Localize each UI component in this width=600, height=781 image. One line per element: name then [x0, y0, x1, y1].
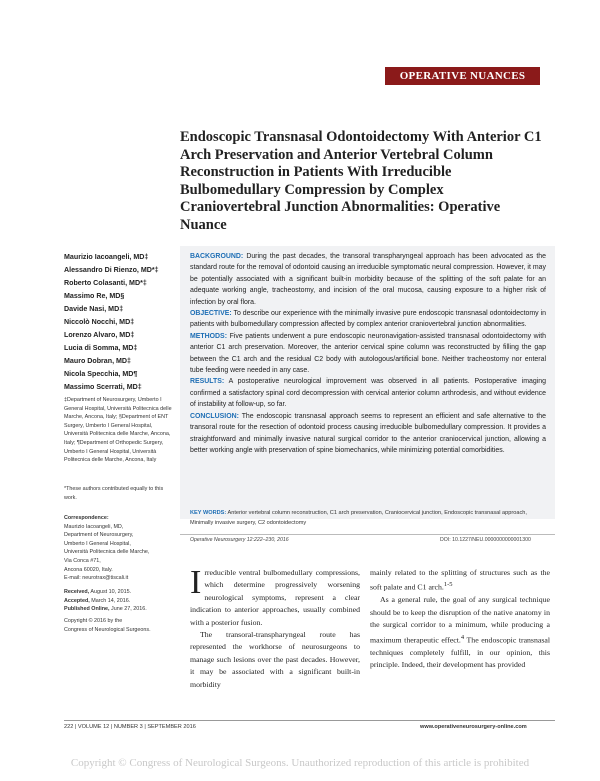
body-column-left: [190, 564, 360, 691]
keywords: [190, 509, 546, 528]
author-name: Davide Nasi, MD‡: [64, 305, 124, 313]
author-name: Alessandro Di Rienzo, MD*‡: [64, 266, 159, 274]
received-date: August 10, 2015.: [90, 589, 132, 595]
abstract: [190, 251, 546, 456]
author-name: Lorenzo Alvaro, MD‡: [64, 331, 135, 339]
body-text: rreducible ventral bulbomedullary compressions, which determine progressively worsening neurological symptoms, represent a clear indication to anterior approaches, usually combined with a posterior fusion.: [190, 568, 360, 627]
copyright-line: Copyright © 2016 by the: [64, 618, 123, 624]
abstract-background: [190, 251, 546, 308]
author-name: Nicola Specchia, MD¶: [64, 370, 138, 378]
body-text: The endoscopic transnasal techniques completely fulfill, in our opinion, this principle. Indeed, their development has provided: [370, 635, 550, 670]
correspondence-line: Department of Neurosurgery,: [64, 532, 134, 539]
correspondence: [64, 514, 176, 583]
author-name: Massimo Re, MD§: [64, 292, 125, 300]
abstract-results: [190, 376, 546, 410]
reference-superscript[interactable]: 1-5: [443, 581, 453, 589]
objective-heading: OBJECTIVE:: [190, 310, 232, 318]
received-label: Received,: [64, 589, 90, 595]
author-name: Maurizio Iacoangeli, MD‡: [64, 253, 149, 261]
author-name: Massimo Scerrati, MD‡: [64, 383, 142, 391]
correspondence-email[interactable]: E-mail: neurotrax@tiscali.it: [64, 575, 129, 582]
body-text: As a general rule, the goal of any surgical technique should be to keep the disruption of the native anatomy in the surgical corridor to a minimum, while producing a maximum therapeutic effect.: [370, 595, 550, 645]
body-column-right: [370, 567, 550, 671]
abstract-methods: [190, 331, 546, 377]
accepted-date: March 14, 2016.: [91, 597, 131, 604]
results-text: A postoperative neurological improvement was observed in all patients. Postoperative imaging confirmed a satisfactory spinal cord decompression with cervical anterior column arthrodesis, and without evidence of instability at follow-up, so far.: [190, 378, 546, 409]
drop-cap: I: [190, 564, 202, 601]
equal-contribution-note: *These authors contributed equally to this work.: [64, 486, 164, 501]
reference-superscript[interactable]: 4: [460, 633, 465, 641]
author-name: Roberto Colasanti, MD*‡: [64, 279, 147, 287]
doi[interactable]: DOI: 10.1227/NEU.0000000000001300: [440, 537, 531, 543]
footer-website-link[interactable]: www.operativeneurosurgery-online.com: [420, 724, 527, 730]
body-paragraph: [370, 567, 550, 594]
copyright-line: Congress of Neurological Surgeons.: [64, 626, 151, 633]
watermark-copyright: Copyright © Congress of Neurological Surgeons. Unauthorized reproduction of this article is prohibited: [70, 757, 530, 769]
affiliations: ‡Department of Neurosurgery, Umberto I General Hospital, Università Politecnica delle Marche, Ancona, Italy; §Department of ENT Surgery, Umberto I General Hospital, Università Politecnica delle Marche, Ancona, Italy; ¶Department of Orthopedic Surgery, Umberto I General Hospital, Università Politecnica delle Marche, Ancona, Italy: [64, 397, 172, 464]
correspondence-line: Università Politecnica delle Marche,: [64, 549, 150, 556]
author-name: Niccolò Nocchi, MD‡: [64, 318, 135, 326]
footer-issue-info: 222 | VOLUME 12 | NUMBER 3 | SEPTEMBER 2016: [64, 724, 196, 730]
abstract-conclusion: [190, 411, 546, 457]
correspondence-line: Maurizio Iacoangeli, MD,: [64, 523, 124, 530]
article-title: Endoscopic Transnasal Odontoidectomy With Anterior C1 Arch Preservation and Anterior Vertebral Column Reconstruction in Patients With Irreducible Bulbomedullary Compression by Complex Craniovertebral Junction Abnormalities: Operative Nuance: [180, 129, 542, 233]
citation: Operative Neurosurgery 12:222–230, 2016: [190, 537, 289, 543]
background-text: During the past decades, the transoral transpharyngeal approach has been advocated as the standard route for the removal of odontoid causing an irreducible symptomatic neural compression. However, it may be potentially associated with a significant built-in morbidity because of the splitting of the soft palate for an adequate working angle, tracheostomy, and incision of the oral mucosa, causing exposure to a higher risk of infection by oral flora.: [190, 253, 546, 306]
conclusion-text: The endoscopic transnasal approach seems to represent an efficient and safe alternative to the transoral route for the resection of odontoid process causing irreducible bulbomedullary compression. It provides a straightforward and minimally invasive natural surgical corridor to the anterior craniocervical junction, allowing a better working angle with preservation of spine biomechanics, while minimizing potential comorbidities.: [190, 412, 546, 454]
divider: [180, 534, 555, 535]
copyright-note: [64, 617, 176, 634]
conclusion-heading: CONCLUSION:: [190, 412, 239, 420]
methods-text: Five patients underwent a pure endoscopic neuronavigation-assisted transnasal odontoidectomy with anterior C1 arch preservation. Moreover, the anterior cervical spine column was reconstructed by filling the gap between the C1 arch and the residual C2 body with autologous/artificial bone. Neither tracheostomy nor enteral tube feeding were needed in any case.: [190, 332, 546, 375]
published-date: June 27, 2016.: [111, 606, 147, 613]
footer-divider: [64, 720, 555, 721]
body-text: mainly related to the splitting of structures such as the soft palate and C1 arch.: [370, 568, 550, 592]
accepted-label: Accepted,: [64, 597, 90, 604]
published-label: Published Online,: [64, 606, 110, 613]
author-name: Lucia di Somma, MD‡: [64, 344, 138, 352]
keywords-text: Anterior vertebral column reconstruction, C1 arch preservation, Craniocervical junction, Endoscopic transnasal approach, Minimally invasive surgery, C2 odontoidectomy: [190, 510, 527, 526]
section-label: OPERATIVE NUANCES: [385, 67, 540, 85]
body-paragraph: The transoral-transpharyngeal route has represented the workhorse of neurosurgeons to manage such lesions over the past decades. However, it may be associated with a significant built-in morbidity: [190, 630, 360, 689]
body-paragraph: [190, 564, 360, 629]
author-name: Mauro Dobran, MD‡: [64, 357, 131, 365]
correspondence-label: Correspondence:: [64, 515, 109, 521]
correspondence-line: Via Conca #71,: [64, 557, 101, 564]
results-heading: RESULTS:: [190, 378, 225, 386]
body-paragraph: [370, 594, 550, 671]
keywords-heading: KEY WORDS:: [190, 510, 227, 516]
article-dates: [64, 588, 176, 614]
abstract-objective: [190, 308, 546, 331]
correspondence-line: Umberto I General Hospital,: [64, 540, 131, 547]
correspondence-line: Ancona 60020, Italy.: [64, 566, 113, 573]
author-list: [64, 251, 184, 394]
background-heading: BACKGROUND:: [190, 253, 244, 260]
objective-text: To describe our experience with the minimally invasive pure endoscopic transnasal odontoidectomy in patients with bulbomedullary compression affected by complex anterior craniovertebral junction abnormalities.: [190, 310, 546, 329]
methods-heading: METHODS:: [190, 332, 227, 340]
